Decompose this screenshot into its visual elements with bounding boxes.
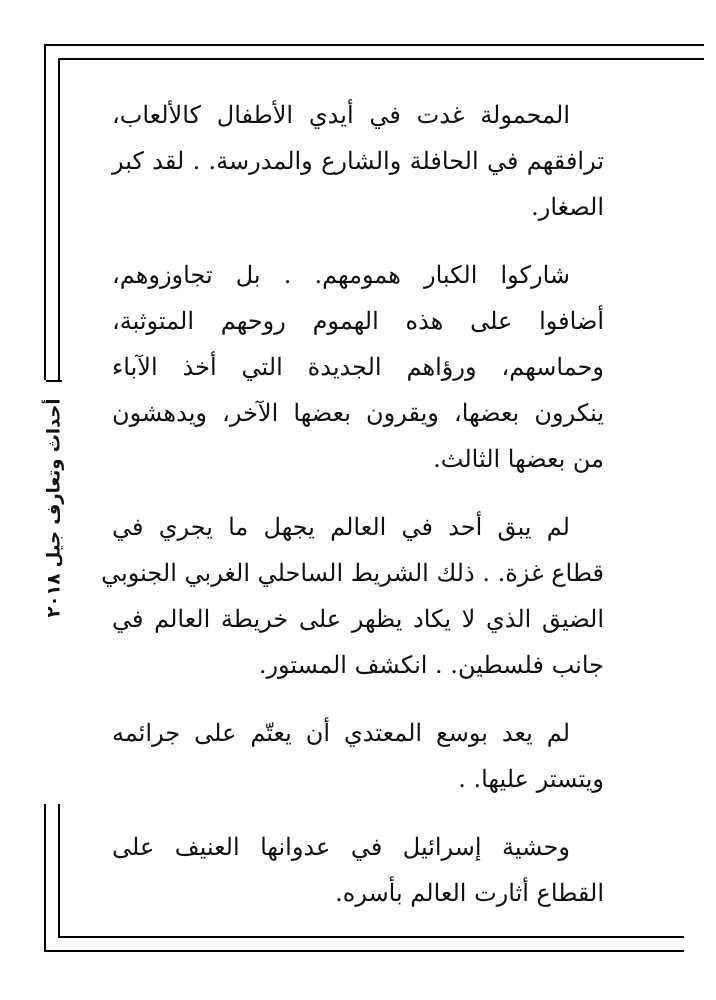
text-line: أضافوا على هذه الهموم روحهم المتوثبة، [112, 307, 604, 335]
text-line: وحماسهم، ورؤاهم الجديدة التي أخذ الآباء [112, 353, 604, 381]
text-line: الضيق الذي لا يكاد يظهر على خريطة العالم في [112, 605, 604, 633]
paragraph-5 [112, 824, 604, 916]
text-line: شاركوا الكبار همومهم. . بل تجاوزوهم، [112, 261, 570, 289]
border-bottom-outer [44, 950, 684, 952]
running-header-title: أحداث وتعارف جيل ٢٠١٨ [43, 398, 65, 618]
text-line: من بعضها الثالث. [433, 445, 604, 473]
border-left-inner-top [58, 58, 60, 380]
text-line: المحمولة غدت في أيدي الأطفال كالألعاب، [112, 101, 570, 129]
text-line: وحشية إسرائيل في عدوانها العنيف على [112, 833, 570, 861]
text-line: ينكرون بعضها، ويقرون بعضها الآخر، ويدهشون [112, 399, 604, 427]
border-top-inner [58, 58, 704, 60]
page-body [101, 92, 605, 938]
text-line: لم يبق أحد في العالم يجهل ما يجري في [112, 513, 570, 541]
paragraph-2 [112, 252, 604, 482]
text-line: ويتستر عليها. . [458, 765, 604, 793]
text-line: الصغار. [531, 193, 604, 221]
border-tick [46, 380, 62, 382]
text-line: ترافقهم في الحافلة والشارع والمدرسة. . لقد كبر [112, 147, 605, 175]
border-left-outer-bottom [44, 804, 46, 952]
border-left-outer-top [44, 44, 46, 380]
text-line: قطاع غزة. . ذلك الشريط الساحلي الغربي الجنوبي [101, 559, 604, 587]
text-line: جانب فلسطين. . انكشف المستور. [258, 651, 604, 679]
paragraph-4 [112, 710, 604, 802]
text-line: القطاع أثارت العالم بأسره. [335, 879, 604, 907]
paragraph-3 [101, 504, 604, 688]
text-line: لم يعد بوسع المعتدي أن يعتّم على جرائمه [112, 719, 570, 747]
border-top-outer [44, 44, 704, 46]
paragraph-1 [112, 92, 604, 230]
border-left-inner-bottom [58, 804, 60, 938]
